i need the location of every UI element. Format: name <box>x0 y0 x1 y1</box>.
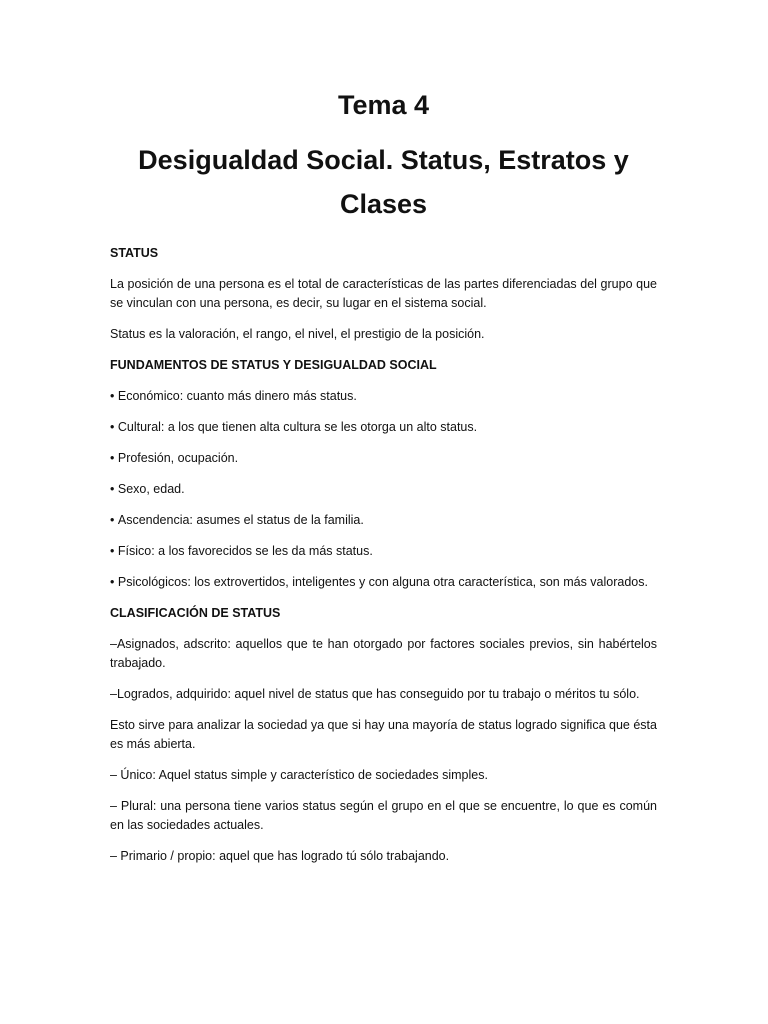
bullet-item: • Económico: cuanto más dinero más status. <box>110 387 657 406</box>
document-title: Tema 4 <box>337 90 430 120</box>
bullet-item: • Cultural: a los que tienen alta cultura se les otorga un alto status. <box>110 418 657 437</box>
bullet-item: • Psicológicos: los extrovertidos, inteligentes y con alguna otra característica, son más valorados. <box>110 573 657 592</box>
list-item: – Plural: una persona tiene varios status según el grupo en el que se encuentre, lo que es común en las sociedades actuales. <box>110 799 657 832</box>
bullet-item: • Sexo, edad. <box>110 480 657 499</box>
document-subtitle: Desigualdad Social. Status, Estratos y Clases <box>138 145 629 219</box>
section-heading-fundamentos: FUNDAMENTOS DE STATUS Y DESIGUALDAD SOCIAL <box>110 358 437 372</box>
paragraph: La posición de una persona es el total de características de las partes diferenciadas del grupo que se vinculan con una persona, es decir, su lugar en el sistema social. <box>110 277 657 310</box>
document-page <box>110 88 657 878</box>
list-item: – Primario / propio: aquel que has logrado tú sólo trabajando. <box>110 849 450 863</box>
paragraph: Esto sirve para analizar la sociedad ya que si hay una mayoría de status logrado significa que ésta es más abierta. <box>110 718 657 751</box>
bullet-item: • Físico: a los favorecidos se les da más status. <box>110 542 657 561</box>
list-item: –Asignados, adscrito: aquellos que te han otorgado por factores sociales previos, sin habértelos trabajado. <box>110 637 657 670</box>
section-heading-clasificacion: CLASIFICACIÓN DE STATUS <box>110 606 281 620</box>
bullet-item: • Ascendencia: asumes el status de la familia. <box>110 511 657 530</box>
list-item: – Único: Aquel status simple y característico de sociedades simples. <box>110 768 488 782</box>
section-heading-status: STATUS <box>110 246 159 260</box>
paragraph: Status es la valoración, el rango, el nivel, el prestigio de la posición. <box>110 327 485 341</box>
list-item: –Logrados, adquirido: aquel nivel de status que has conseguido por tu trabajo o méritos tu sólo. <box>110 687 640 701</box>
bullet-item: • Profesión, ocupación. <box>110 449 657 468</box>
